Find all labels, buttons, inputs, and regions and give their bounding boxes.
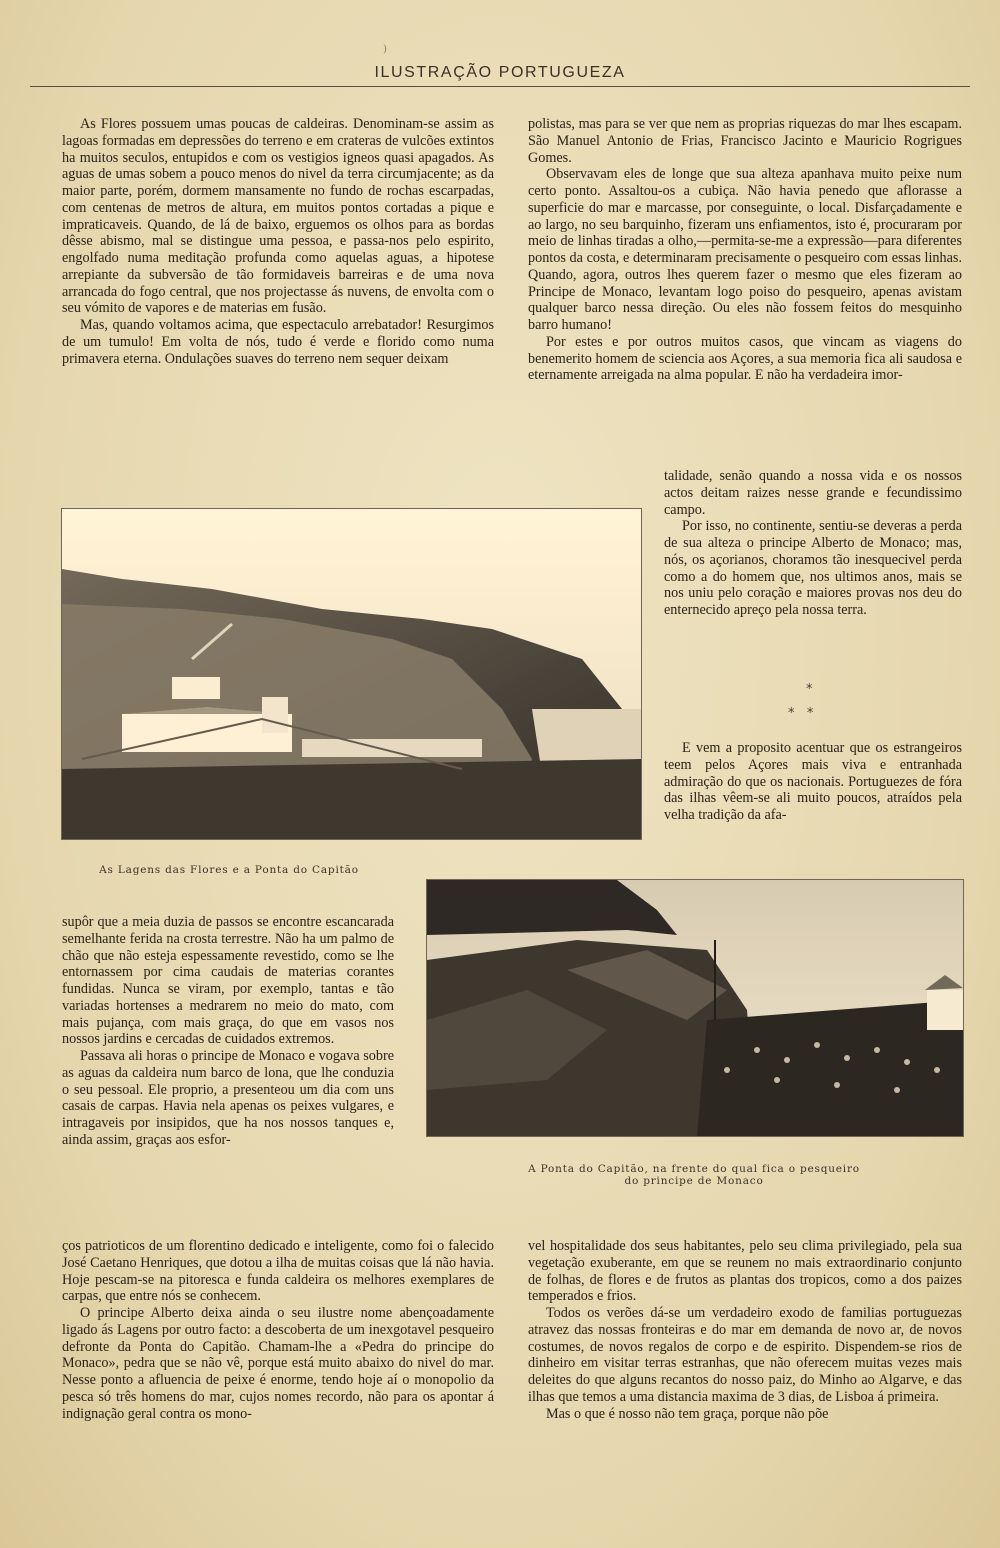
column-right-middle bbox=[664, 468, 962, 619]
paragraph: ços patrioticos de um florentino dedicado e inteligente, como foi o falecido José Caetano Henriques, que dotou a ilha de muitas coisas que lá não havia. Hoje pescam-se na pitoresca e funda caldeira os melhores exemplares de carpas, que entre nós se conhecem. bbox=[62, 1238, 494, 1305]
separator-asterisk-top: * bbox=[806, 682, 813, 697]
paragraph: Mas, quando voltamos acima, que espectaculo arrebatador! Resurgimos de um tumulo! Em volta de nós, tudo é verde e florido como numa primavera eterna. Ondulações suaves do terreno nem sequer deixam bbox=[62, 317, 494, 367]
paragraph: Por estes e por outros muitos casos, que vincam as viagens do benemerito homem de sciencia aos Açores, a sua memoria fica ali saudosa e eternamente arreigada na alma popular. E não ha verdadeira imor- bbox=[528, 333, 962, 384]
photo2-caption-line2: do principe de Monaco bbox=[624, 1175, 764, 1187]
paragraph: vel hospitalidade dos seus habitantes, pelo seu clima privilegiado, pela sua vegetação exuberante, em que se reunem no mais extraordinario conjunto de folhas, de flores e de frutos as plantas dos tropicos, como a dos paizes temperados e frios. bbox=[528, 1238, 962, 1305]
page-mark: ) bbox=[383, 44, 387, 55]
paragraph: supôr que a meia duzia de passos se encontre escancarada semelhante ferida na crosta terrestre. Não ha um palmo de chão que não esteja espessamente revestido, como se lhe entornassem por cima caudais de materias corantes fundidas. Nunca se viram, por exemplo, tantas e tão variadas hortenses a medrarem no meio do mato, com mais pujança, com mais graça, do que em vasos nos nossos jardins e cercadas de cuidados extremos. bbox=[62, 914, 394, 1048]
paragraph: Mas o que é nosso não tem graça, porque não põe bbox=[546, 1405, 829, 1422]
column-right-bottom bbox=[528, 1238, 962, 1422]
paragraph: Observavam eles de longe que sua alteza apanhava muito peixe num certo ponto. Assaltou-os a cubiça. Não havia penedo que aflorasse a superficie do mar e marcasse, por conseguinte, o local. Disfarçadamente e ao largo, no seu barquinho, fizeram uns enfiamentos, isto é, procuraram por meio de linhas tiradas a olho,—permita-se-me a expressão—para diferentes pontos da costa, e determinaram precisamente o pesqueiro com essas linhas. Quando, agora, outros lhes querem fazer o mesmo que eles fizeram ao Principe de Monaco, levantam logo poiso do pesqueiro, apenas avistam qualquer barco nessa direção. Ou eles não fossem feitos do mesquinho barro humano! bbox=[528, 166, 962, 333]
photo-lagens-flores bbox=[61, 508, 642, 840]
page-header-title: ILUSTRAÇÃO PORTUGUEZA bbox=[374, 64, 626, 81]
column-right-top bbox=[528, 116, 962, 384]
column-left-bottom bbox=[62, 1238, 494, 1422]
separator-asterisks-bottom: * * bbox=[788, 706, 814, 721]
column-left-middle bbox=[62, 914, 394, 1149]
paragraph: Por isso, no continente, sentiu-se deveras a perda de sua alteza o principe Alberto de Monaco; mas, nós, os açorianos, choramos tão inesquecivel perda como a do homem que, nos ultimos anos, mais se nos uniu pelo coração e maiores provas nos deu do enternecido apreço pela nossa terra. bbox=[664, 518, 962, 618]
header-rule bbox=[30, 86, 970, 87]
paragraph: As Flores possuem umas poucas de caldeiras. Denominam-se assim as lagoas formadas em depressões do terreno e em crateras de vulcões extintos ha muitos seculos, entupidos e com os vestigios igneos quasi apagados. As aguas de umas sobem a pouco menos do nivel da terra circumjacente; as da maior parte, porém, dormem mansamente no fundo de rochas escarpadas, com centenas de metros de altura, em muitos pontos cortadas a pique e impraticaveis. Quando, de lá de baixo, erguemos os olhos para as bordas dêsse abismo, mal se distingue uma pessoa, e passa-nos pelo espirito, engolfado numa meditação profunda como aquelas aguas, a hipotese arrepiante da subversão de tão formidaveis barreiras e de uma nova arrancada do fogo central, que nos projectasse ás nuvens, de envolta com o seu vómito de vapores e de materias em fusão. bbox=[62, 116, 494, 317]
paragraph: Todos os verões dá-se um verdadeiro exodo de familias portuguezas atravez das nossas fronteiras e do mar em demanda de novo ar, de novos costumes, de novos regalos de corpo e de espirito. Dispendem-se rios de dinheiro em visitar terras estranhas, que não oferecem muitas vezes mais deleites do que alguns recantos do nosso paiz, do Minho ao Algarve, e das ilhas que temos a uma distancia maxima de 3 dias, de Lisboa á primeira. bbox=[528, 1305, 962, 1405]
photo-ponta-capitao bbox=[426, 879, 964, 1137]
photo2-caption-line1: A Ponta do Capitão, na frente do qual fica o pesqueiro bbox=[528, 1163, 860, 1175]
paragraph: O principe Alberto deixa ainda o seu ilustre nome abençoadamente ligado ás Lagens por outro facto: a descoberta de um inexgotavel pesqueiro defronte da Ponta do Capitão. Chamam-lhe a «Pedra do principe do Monaco», pedra que se não vê, porque está muito abaixo do nivel do mar. Nesse ponto a afluencia de peixe é enorme, tendo hoje aí o monopolio da pesca só três homens do mar, cujos nomes recordo, não para os apontar á indignação geral contra os mono- bbox=[62, 1305, 494, 1422]
paragraph: Passava ali horas o principe de Monaco e vogava sobre as aguas da caldeira num barco de lona, que lhe conduzia o seu pessoal. Ele proprio, a presenteou um dia com uns casais de carpas. Havia nela apenas os peixes vulgares, e intragaveis por insipidos, que ha nos nossos tanques e, ainda assim, graças aos esfor- bbox=[62, 1048, 394, 1148]
paragraph: polistas, mas para se ver que nem as proprias riquezas do mar lhes escapam. São Manuel Antonio de Frias, Francisco Jacinto e Mauricio Rogrigues Gomes. bbox=[528, 116, 962, 166]
photo-lagens-image bbox=[62, 509, 641, 839]
photo2-caption bbox=[426, 1163, 962, 1187]
column-left-top bbox=[62, 116, 494, 367]
paragraph: E vem a proposito acentuar que os estrangeiros teem pelos Açores mais viva e entranhada admiração do que os nacionais. Portuguezes de fóra das ilhas vêem-se ali muito poucos, atraídos pela velha tradição da afa- bbox=[664, 740, 962, 823]
photo1-caption: As Lagens das Flores e a Ponta do Capitão bbox=[99, 864, 359, 876]
photo-ponta-image bbox=[427, 880, 963, 1136]
paragraph: talidade, senão quando a nossa vida e os nossos actos deitam raizes nesse grande e fecundissimo campo. bbox=[664, 468, 962, 518]
column-right-middle-2 bbox=[664, 740, 962, 824]
